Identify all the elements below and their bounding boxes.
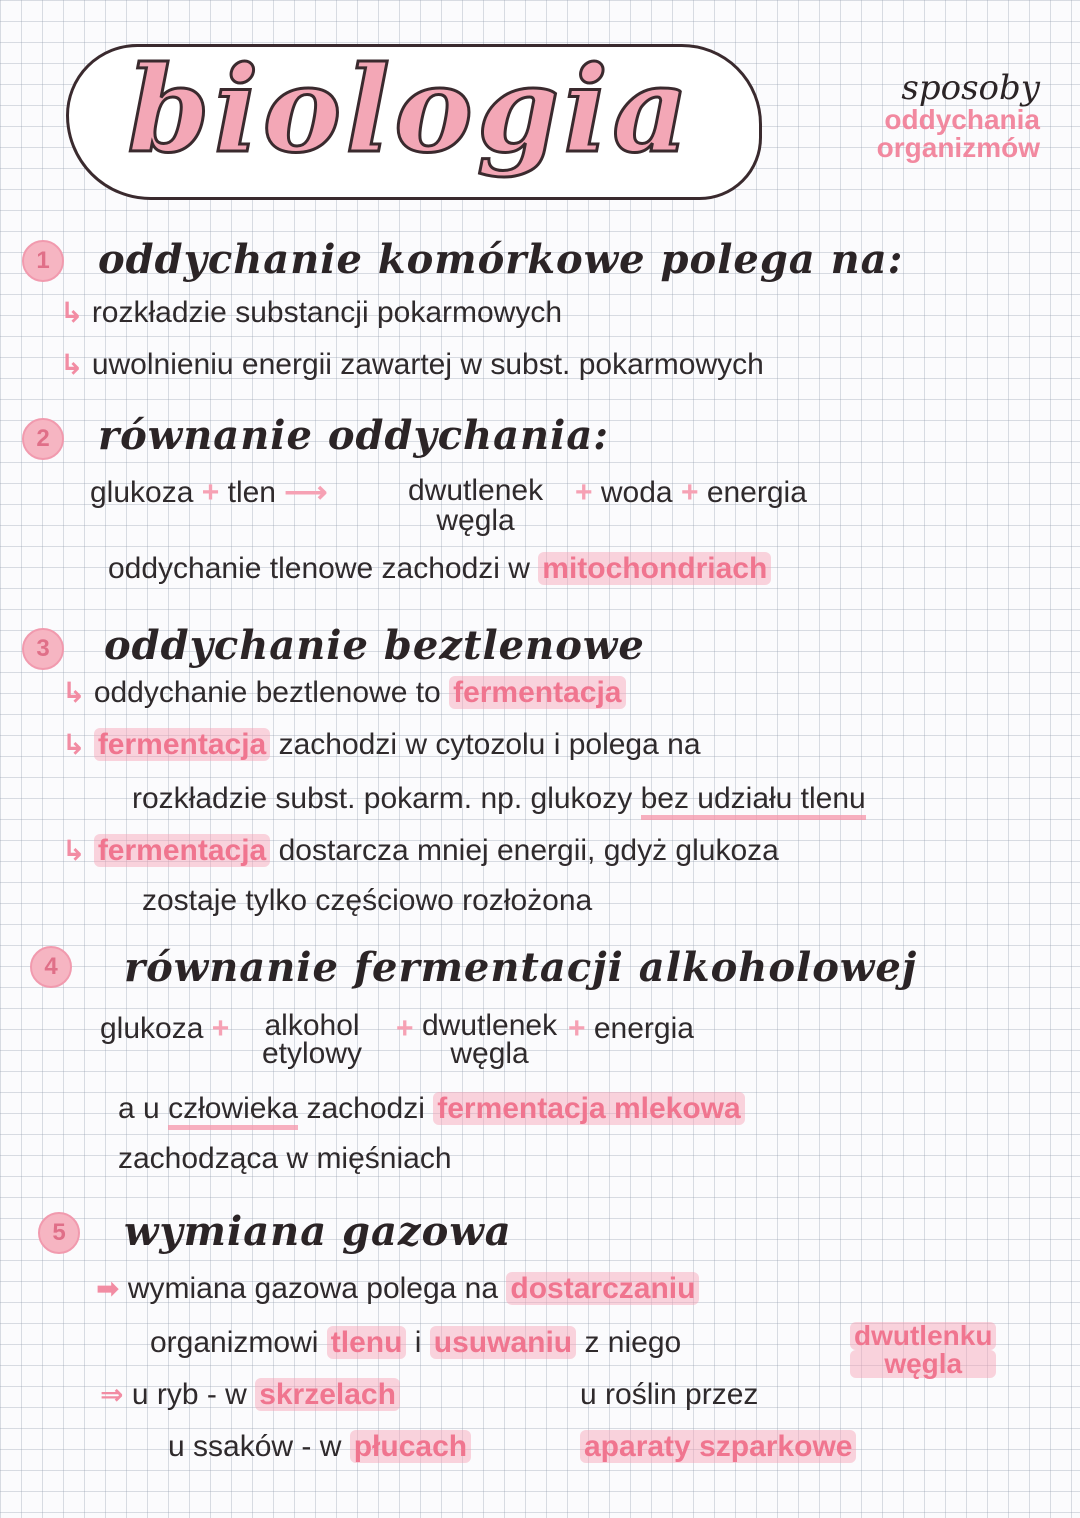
eq-term-co2-2 — [422, 1009, 558, 1070]
eq-term-line: alkohol — [264, 1009, 360, 1042]
eq-term: tlen — [227, 476, 276, 509]
section-4-line-2: zachodząca w mięśniach — [118, 1142, 452, 1175]
highlight: dostarczaniu — [506, 1272, 699, 1305]
arrow-right-icon: ➡ — [96, 1272, 120, 1305]
plus-sign — [396, 1012, 414, 1046]
section-3-line-3 — [132, 782, 866, 816]
eq-term: glukoza — [90, 476, 194, 509]
page-title: biologia — [127, 40, 693, 179]
section-5-line-2 — [150, 1326, 681, 1360]
section-3-line-2 — [62, 728, 701, 762]
line-text: oddychanie beztlenowe to — [93, 676, 441, 709]
eq-term-line: węgla — [450, 1037, 529, 1070]
eq-term: energia — [706, 476, 807, 509]
line-text: zachodzi w cytozolu i polega na — [278, 728, 701, 761]
line-text: u ssaków - w — [168, 1430, 342, 1463]
item-text: uwolnieniu energii zawartej w subst. pokarmowych — [91, 348, 764, 381]
eq-term: woda — [600, 476, 673, 509]
highlight: aparaty szparkowe — [580, 1430, 856, 1463]
arrow-icon: ↳ — [62, 834, 86, 867]
arrow-icon: ↳ — [62, 728, 86, 761]
equation-1 — [90, 476, 327, 510]
note-text: oddychanie tlenowe zachodzi w — [108, 552, 530, 585]
eq-term-co2 — [408, 476, 543, 536]
eq-term: glukoza — [100, 1012, 204, 1045]
co2-highlight — [850, 1322, 996, 1378]
eq-term-line: dwutlenek — [422, 1009, 558, 1042]
section-5-line-3b: u roślin przez — [580, 1378, 759, 1411]
line-text: z niego — [584, 1326, 682, 1359]
section-number-4: 4 — [30, 946, 72, 988]
eq-term-energy — [568, 1012, 694, 1046]
highlight: skrzelach — [255, 1378, 400, 1411]
plus-icon: + — [680, 476, 699, 509]
eq-term-line: etylowy — [262, 1037, 363, 1070]
line-text: zachodzi — [306, 1092, 425, 1125]
line-text: a u — [118, 1092, 160, 1125]
highlight: fermentacja — [94, 728, 270, 761]
section-4-heading: równanie fermentacji alkoholowej — [124, 944, 918, 991]
eq-term: energia — [593, 1012, 694, 1045]
section-1-heading: oddychanie komórkowe polega na: — [98, 236, 904, 283]
plus-icon: + — [201, 476, 220, 509]
section-3-line-1 — [62, 676, 626, 710]
subtitle-line-3: organizmów — [876, 132, 1040, 163]
highlight: usuwaniu — [430, 1326, 576, 1359]
highlight: fermentacja mlekowa — [433, 1092, 744, 1125]
section-2-note — [108, 552, 771, 586]
line-text: rozkładzie subst. pokarm. np. glukozy — [132, 782, 633, 815]
subtitle-line-1: sposoby — [901, 68, 1040, 108]
section-3-line-5: zostaje tylko częściowo rozłożona — [142, 884, 593, 917]
highlight: płucach — [350, 1430, 471, 1463]
arrow-icon: ↳ — [60, 348, 84, 381]
arrow-icon: ↳ — [62, 676, 86, 709]
section-5-line-1 — [96, 1272, 699, 1306]
arrow-right-icon: ⟶ — [284, 476, 328, 509]
subtitle-line-2: oddychania — [884, 104, 1040, 135]
highlight: fermentacja — [94, 834, 270, 867]
section-number-2: 2 — [22, 418, 64, 460]
equation-1-tail — [575, 476, 807, 510]
subtitle-block — [877, 70, 1040, 162]
section-5-line-4b — [580, 1430, 856, 1464]
plus-icon: + — [211, 1012, 230, 1045]
section-5-heading: wymiana gazowa — [124, 1208, 512, 1255]
eq-term-ethanol — [262, 1009, 363, 1070]
line-text: wymiana gazowa polega na — [127, 1272, 499, 1305]
arrow-icon: ↳ — [60, 296, 84, 329]
line-text: dostarcza mniej energii, gdyż glukoza — [278, 834, 779, 867]
underlined: bez udziału tlenu — [641, 782, 866, 820]
highlight: fermentacja — [449, 676, 625, 709]
highlight: tlenu — [327, 1326, 407, 1359]
section-5-line-3 — [100, 1378, 400, 1412]
section-5-line-4 — [168, 1430, 471, 1464]
eq-term-glucose — [100, 1012, 229, 1046]
title-badge — [60, 30, 760, 230]
section-3-heading: oddychanie beztlenowe — [104, 622, 645, 669]
highlight: mitochondriach — [538, 552, 771, 585]
line-text: organizmowi — [150, 1326, 319, 1359]
line-text: i — [414, 1326, 422, 1359]
plus-icon: + — [396, 1012, 414, 1045]
item-text: rozkładzie substancji pokarmowych — [91, 296, 563, 329]
section-1-item-1 — [60, 296, 562, 330]
arrow-right-icon: ⇒ — [100, 1378, 124, 1411]
highlight: dwutlenku — [850, 1322, 996, 1350]
eq-term-line: dwutlenek — [408, 474, 544, 507]
section-number-5: 5 — [38, 1212, 80, 1254]
plus-icon: + — [568, 1012, 586, 1045]
underlined: człowieka — [168, 1092, 298, 1130]
section-2-heading: równanie oddychania: — [98, 412, 610, 459]
plus-icon: + — [575, 476, 593, 509]
eq-term-line: węgla — [436, 504, 515, 537]
section-number-3: 3 — [22, 628, 64, 670]
section-3-line-4 — [62, 834, 779, 868]
section-number-1: 1 — [22, 240, 64, 282]
highlight: węgla — [850, 1350, 996, 1378]
section-1-item-2 — [60, 348, 764, 382]
line-text: u ryb - w — [131, 1378, 247, 1411]
section-4-line-1 — [118, 1092, 745, 1126]
